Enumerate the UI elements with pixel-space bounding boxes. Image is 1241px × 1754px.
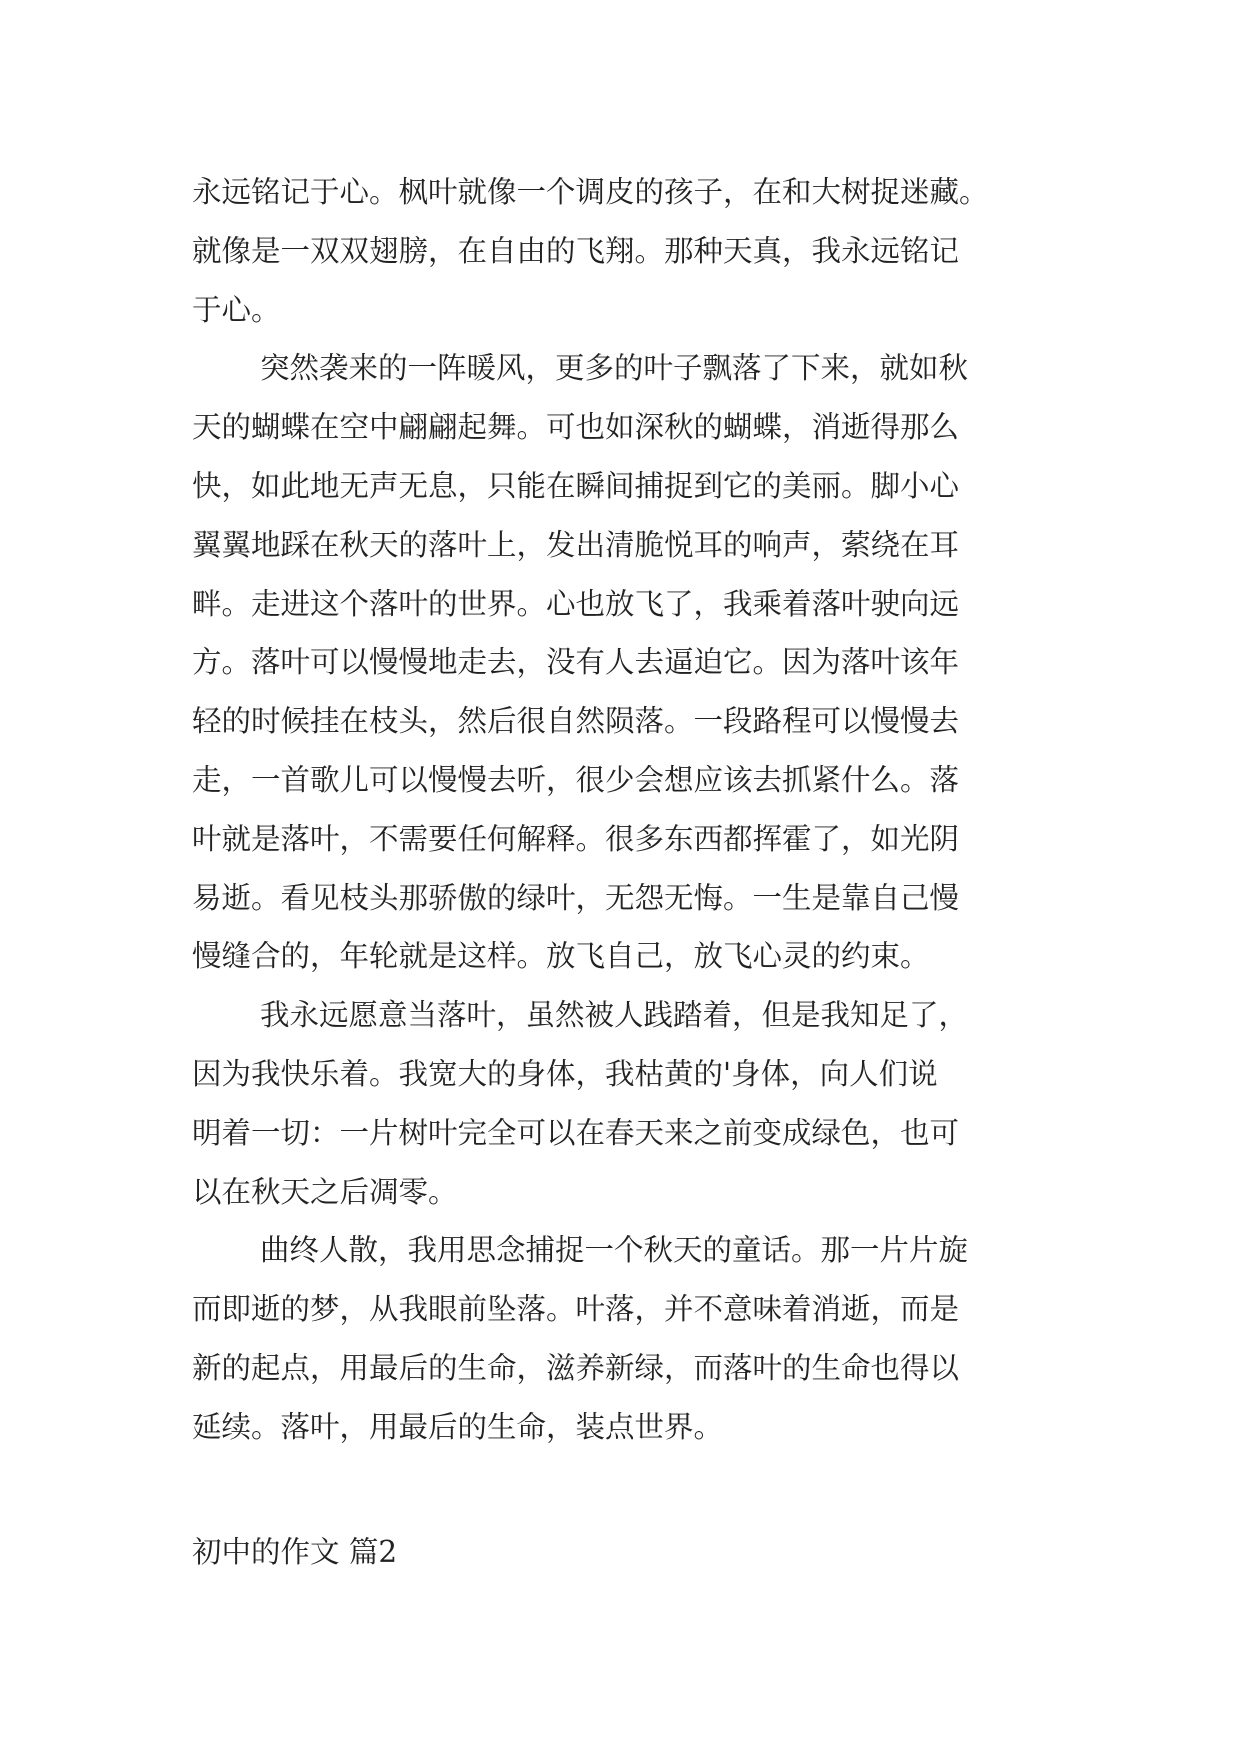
text-line: 翼翼地踩在秋天的落叶上，发出清脆悦耳的响声，萦绕在耳 xyxy=(192,527,960,562)
text-line: 而即逝的梦，从我眼前坠落。叶落，并不意味着消逝，而是 xyxy=(192,1292,960,1327)
text-line: 轻的时候挂在枝头，然后很自然陨落。一段路程可以慢慢去 xyxy=(192,704,960,739)
text-line: 走，一首歌儿可以慢慢去听，很少会想应该去抓紧什么。落 xyxy=(192,762,960,797)
text-line: 突然袭来的一阵暖风，更多的叶子飘落了下来，就如秋 xyxy=(260,351,969,386)
section-heading: 初中的作文 篇2 xyxy=(192,1535,398,1569)
text-line: 方。落叶可以慢慢地走去，没有人去逼迫它。因为落叶该年 xyxy=(192,645,960,680)
text-line: 快，如此地无声无息，只能在瞬间捕捉到它的美丽。脚小心 xyxy=(192,468,960,503)
text-line: 曲终人散，我用思念捕捉一个秋天的童话。那一片片旋 xyxy=(260,1233,969,1268)
text-line: 新的起点，用最后的生命，滋养新绿，而落叶的生命也得以 xyxy=(192,1350,960,1385)
text-line: 天的蝴蝶在空中翩翩起舞。可也如深秋的蝴蝶，消逝得那么 xyxy=(192,410,960,445)
text-line: 明着一切：一片树叶完全可以在春天来之前变成绿色，也可 xyxy=(192,1115,960,1150)
text-line: 我永远愿意当落叶，虽然被人践踏着，但是我知足了， xyxy=(260,998,969,1033)
paragraph-4 xyxy=(192,1221,1062,1456)
text-line: 以在秋天之后凋零。 xyxy=(192,1174,458,1209)
text-line: 慢缝合的，年轮就是这样。放飞自己，放飞心灵的约束。 xyxy=(192,939,930,974)
text-line: 因为我快乐着。我宽大的身体，我枯黄的'身体，向人们说 xyxy=(192,1056,938,1091)
text-line: 叶就是落叶，不需要任何解释。很多东西都挥霍了，如光阴 xyxy=(192,821,960,856)
paragraph-2 xyxy=(192,339,1062,986)
text-line: 延续。落叶，用最后的生命，装点世界。 xyxy=(192,1409,724,1444)
text-line: 易逝。看见枝头那骄傲的绿叶，无怨无悔。一生是靠自己慢 xyxy=(192,880,960,915)
text-line: 于心。 xyxy=(192,292,281,327)
text-line: 就像是一双双翅膀，在自由的飞翔。那种天真，我永远铭记 xyxy=(192,233,960,268)
paragraph-3 xyxy=(192,986,1062,1221)
paragraph-1 xyxy=(192,163,1062,339)
document-body xyxy=(192,163,1062,1457)
text-line: 永远铭记于心。枫叶就像一个调皮的孩子，在和大树捉迷藏。 xyxy=(192,175,989,209)
text-line: 畔。走进这个落叶的世界。心也放飞了，我乘着落叶驶向远 xyxy=(192,586,960,621)
